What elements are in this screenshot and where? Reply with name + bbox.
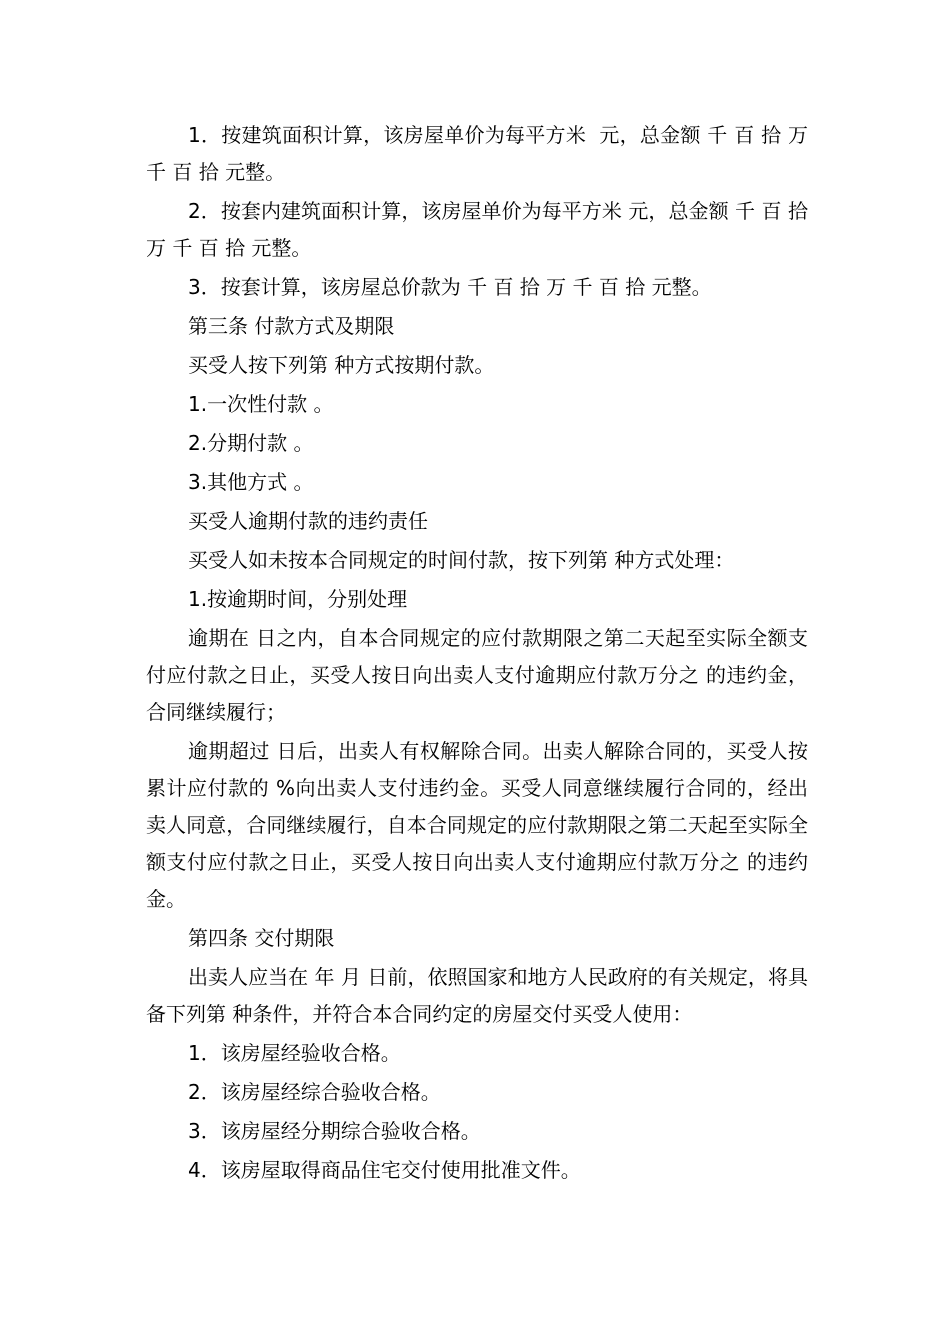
list-item-delivery-approval: 4．该房屋取得商品住宅交付使用批准文件。 <box>188 1158 581 1182</box>
paragraph-price-by-inner-area: 2．按套内建筑面积计算，该房屋单价为每平方米 元，总金额 千 百 拾 万 千 百 拾 元整。 <box>146 199 815 260</box>
list-item-comprehensive-acceptance: 2．该房屋经综合验收合格。 <box>188 1080 441 1104</box>
paragraph-price-by-unit: 3．按套计算，该房屋总价款为 千 百 拾 万 千 百 拾 元整。 <box>188 275 712 299</box>
paragraph-overdue-within-days: 逾期在 日之内，自本合同规定的应付款期限之第二天起至实际全额支付应付款之日止，买受人按日向出卖人支付逾期应付款万分之 的违约金，合同继续履行； <box>146 626 808 724</box>
heading-article-3: 第三条 付款方式及期限 <box>188 314 395 338</box>
list-item-installment: 2.分期付款 。 <box>188 431 314 455</box>
list-item-lump-sum: 1.一次性付款 。 <box>188 392 334 416</box>
list-item-acceptance: 1．该房屋经验收合格。 <box>188 1041 401 1065</box>
heading-article-4: 第四条 交付期限 <box>188 926 335 950</box>
paragraph-overdue-beyond-days: 逾期超过 日后，出卖人有权解除合同。出卖人解除合同的，买受人按累计应付款的 %向出卖人支付违约金。买受人同意继续履行合同的，经出卖人同意，合同继续履行，自本合同规定的应付款期限之第二天起至实际全额支付应付款之日止，买受人按日向出卖人支付逾期应付款万分之 的违约金。 <box>146 739 808 911</box>
list-item-other-method: 3.其他方式 。 <box>188 470 314 494</box>
paragraph-delivery-deadline: 出卖人应当在 年 月 日前，依照国家和地方人民政府的有关规定，将具备下列第 种条件，并符合本合同约定的房屋交付买受人使用： <box>146 965 808 1026</box>
paragraph-price-by-building-area: 1．按建筑面积计算，该房屋单价为每平方米 元，总金额 千 百 拾 万 千 百 拾 元整。 <box>146 123 815 184</box>
heading-late-payment-liability: 买受人逾期付款的违约责任 <box>188 509 428 533</box>
list-item-phased-acceptance: 3．该房屋经分期综合验收合格。 <box>188 1119 481 1143</box>
list-item-by-overdue-time: 1.按逾期时间，分别处理 <box>188 587 408 611</box>
paragraph-payment-method: 买受人按下列第 种方式按期付款。 <box>188 353 495 377</box>
document-body <box>146 117 815 1189</box>
paragraph-late-payment-handling: 买受人如未按本合同规定的时间付款，按下列第 种方式处理： <box>188 548 735 572</box>
